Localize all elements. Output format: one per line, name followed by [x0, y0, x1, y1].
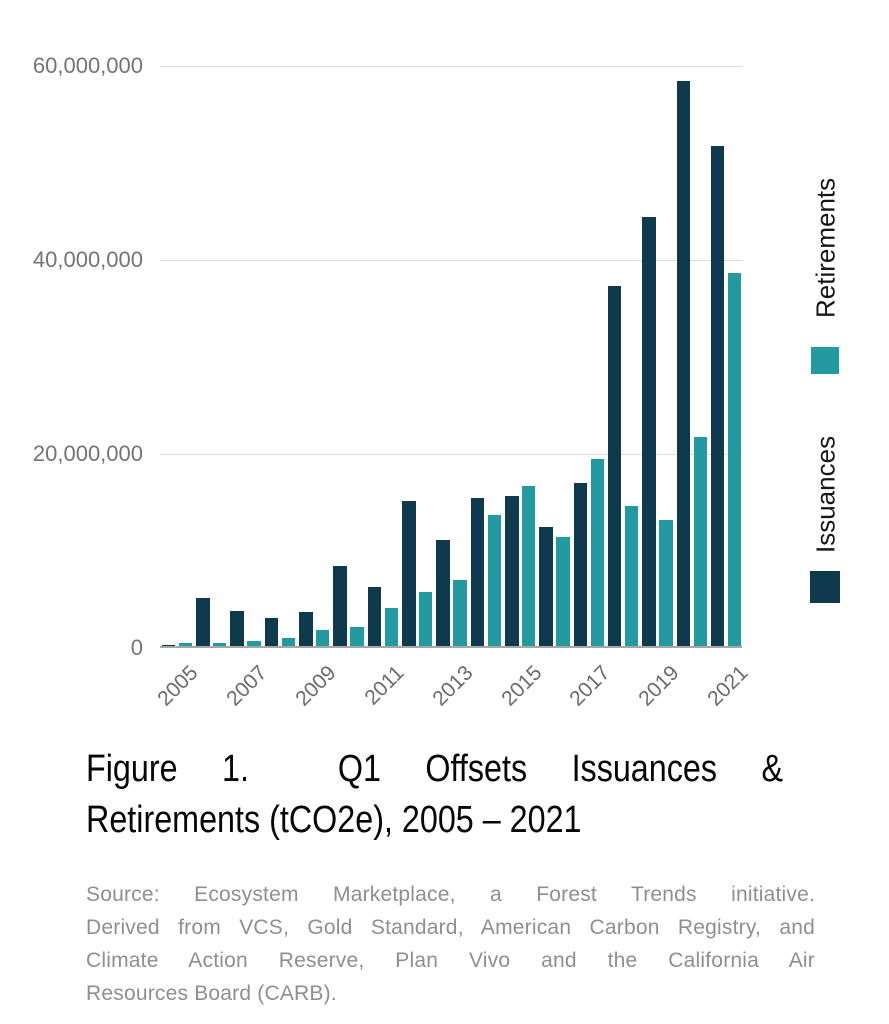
- figure-caption-line-2: Retirements (tCO2e), 2005 – 2021: [86, 799, 582, 841]
- legend-label-retirements: Retirements: [810, 177, 841, 319]
- x-axis-line: [160, 646, 742, 648]
- x-tick-label-2005: 2005: [153, 661, 203, 711]
- bar-issuances-2012: [402, 501, 416, 647]
- bar-issuances-2021: [711, 146, 725, 646]
- bar-retirements-2014: [488, 515, 502, 646]
- bar-issuances-2007: [230, 611, 244, 646]
- x-tick-label-2017: 2017: [565, 661, 615, 711]
- bar-issuances-2019: [642, 217, 656, 646]
- bar-retirements-2020: [694, 437, 708, 646]
- source-note-line-4: Resources Board (CARB).: [86, 982, 337, 1005]
- bar-retirements-2006: [213, 643, 227, 646]
- bar-retirements-2007: [247, 641, 261, 646]
- figure-caption-line-1: Figure 1. Q1 Offsets Issuances &: [86, 748, 783, 790]
- bar-issuances-2006: [196, 598, 210, 646]
- x-tick-label-2007: 2007: [222, 661, 272, 711]
- y-tick-label-20000000: 20,000,000: [32, 441, 143, 466]
- bar-retirements-2015: [522, 486, 536, 646]
- bar-issuances-2005: [162, 645, 176, 646]
- legend-swatch-retirements: [811, 347, 839, 374]
- bar-retirements-2013: [453, 580, 467, 646]
- bar-retirements-2005: [179, 643, 193, 646]
- bar-issuances-2008: [265, 618, 279, 646]
- y-tick-label-40000000: 40,000,000: [32, 247, 143, 272]
- source-note-line-2: Derived from VCS, Gold Standard, American Carbon Registry, and: [86, 916, 815, 939]
- bar-issuances-2020: [677, 81, 691, 646]
- bar-retirements-2016: [556, 537, 570, 646]
- bar-issuances-2016: [539, 527, 553, 646]
- x-tick-label-2013: 2013: [428, 661, 478, 711]
- figure-caption: [86, 744, 783, 846]
- bar-retirements-2008: [282, 638, 296, 646]
- bar-issuances-2018: [608, 286, 622, 646]
- x-tick-label-2021: 2021: [702, 661, 753, 711]
- x-tick-label-2015: 2015: [496, 661, 547, 711]
- source-note-line-1: Source: Ecosystem Marketplace, a Forest Trends initiative.: [86, 883, 815, 906]
- bar-issuances-2009: [299, 612, 313, 646]
- bar-issuances-2014: [471, 498, 485, 646]
- y-tick-label-0: 0: [130, 635, 143, 660]
- bar-issuances-2013: [436, 540, 450, 646]
- bar-issuances-2010: [333, 566, 347, 646]
- x-tick-label-2009: 2009: [290, 661, 341, 711]
- bar-issuances-2017: [574, 483, 588, 646]
- y-tick-label-60000000: 60,000,000: [32, 53, 143, 78]
- bar-retirements-2018: [625, 506, 639, 646]
- source-note-line-3: Climate Action Reserve, Plan Vivo and the California Air: [86, 949, 815, 972]
- bar-retirements-2010: [350, 627, 364, 646]
- bar-retirements-2012: [419, 592, 433, 646]
- bar-retirements-2017: [591, 459, 605, 646]
- bar-retirements-2021: [728, 273, 742, 646]
- plot-area: [153, 66, 753, 711]
- gridline-60000000: [160, 66, 742, 67]
- x-tick-label-2011: 2011: [360, 661, 409, 710]
- source-note: [86, 878, 815, 1010]
- bar-retirements-2009: [316, 630, 330, 646]
- legend-label-issuances: Issuances: [810, 435, 841, 553]
- bar-retirements-2011: [385, 608, 399, 646]
- bar-issuances-2015: [505, 496, 519, 646]
- x-tick-label-2019: 2019: [634, 661, 684, 711]
- bar-issuances-2011: [368, 587, 382, 646]
- legend-swatch-issuances: [810, 571, 840, 603]
- bar-retirements-2019: [659, 520, 673, 646]
